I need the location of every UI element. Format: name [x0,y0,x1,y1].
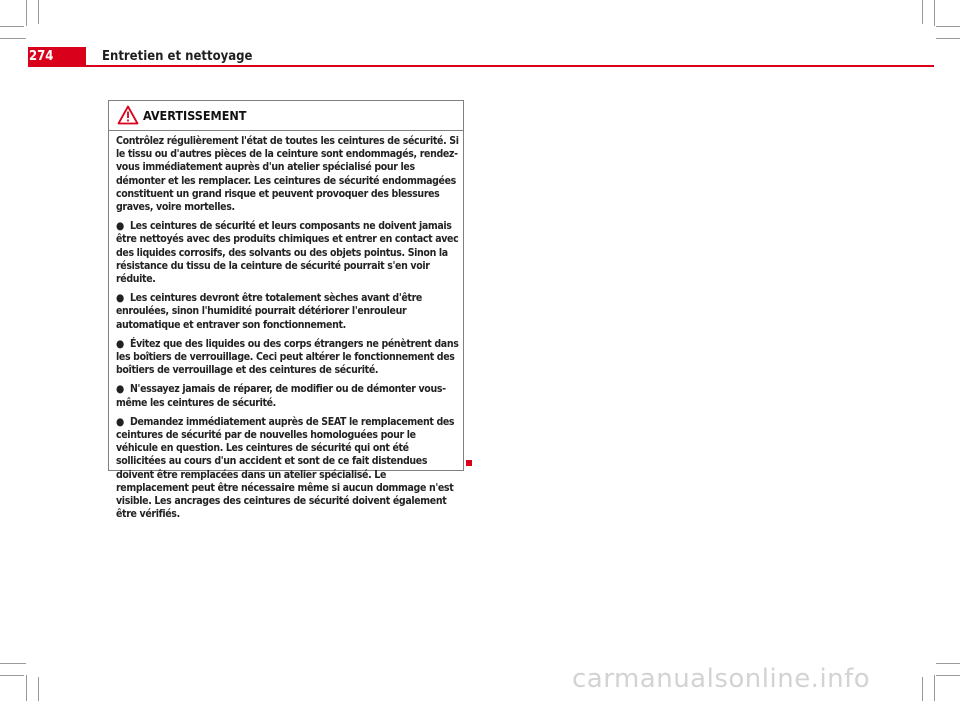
warning-bullet-text: N'essayez jamais de réparer, de modifier ou de démonter vous-même les ceintures de sécurité. [116,383,446,409]
page-number: 274 [29,49,54,64]
section-end-marker [466,460,472,466]
header-rule [28,65,934,67]
section-title: Entretien et nettoyage [102,49,253,64]
crop-mark [0,675,24,676]
crop-mark [0,38,26,39]
bullet-icon: ● [116,337,124,350]
crop-mark [922,677,923,701]
warning-bullet-text: Demandez immédiatement auprès de SEAT le remplacement des ceintures de sécurité par de nouvelles homologuées pour le véhicule en question. Les ceintures de sécurité qui ont été sollicitées au cours d'un accident et sont de ce fait distendues doivent être remplacées dans un atelier spécialisé. Le remplacement peut être nécessaire même si aucun dommage n'est visible. Les ancrages des ceintures de sécurité doivent également être vérifiés. [116,415,455,521]
warning-body [116,135,460,527]
bullet-icon: ● [116,415,124,428]
watermark: carmanualsonline.info [572,664,871,694]
crop-mark [936,675,960,676]
crop-mark [934,675,935,701]
bullet-icon: ● [116,220,124,233]
warning-bullet [116,292,460,332]
warning-bullet [116,383,460,409]
bullet-icon: ● [116,383,124,396]
warning-bullet [116,416,460,522]
crop-mark [936,663,960,664]
crop-mark [922,0,923,24]
warning-triangle-icon [117,105,139,125]
crop-mark [936,26,960,27]
crop-mark [0,663,26,664]
crop-mark [0,26,24,27]
crop-mark [26,675,27,701]
warning-bullet-text: Les ceintures devront être totalement sèches avant d'être enroulées, sinon l'humidité pourrait détériorer l'enrouleur automatique et entraver son fonctionnement. [116,292,422,331]
crop-mark [934,0,935,26]
crop-mark [26,0,27,26]
warning-title: AVERTISSEMENT [143,108,247,123]
crop-mark [936,38,960,39]
warning-intro: Contrôlez régulièrement l'état de toutes les ceintures de sécurité. Si le tissu ou d'autres pièces de la ceinture sont endommagés, rendez-vous immédiatement auprès d'un atelier spécialisé pour les démonter et les remplacer. Les ceintures de sécurité endommagées constituent un grand risque et peuvent provoquer des blessures graves, voire mortelles. [116,135,459,214]
bullet-icon: ● [116,292,124,305]
warning-bullet-text: Les ceintures de sécurité et leurs composants ne doivent jamais être nettoyés avec des produits chimiques et entrer en contact avec des liquides corrosifs, des solvants ou des objets pointus. Sinon la résistance du tissu de la ceinture de sécurité pourrait s'en voir réduite. [116,220,459,286]
warning-bullet [116,220,460,286]
warning-bullet-text: Évitez que des liquides ou des corps étrangers ne pénètrent dans les boîtiers de verrouillage. Ceci peut altérer le fonctionnement des boîtiers de verrouillage et des ceintures de sécurité. [116,337,459,377]
crop-mark [38,677,39,701]
warning-box [108,100,464,521]
warning-header [109,101,463,131]
crop-mark [38,0,39,24]
warning-bullet [116,338,460,378]
